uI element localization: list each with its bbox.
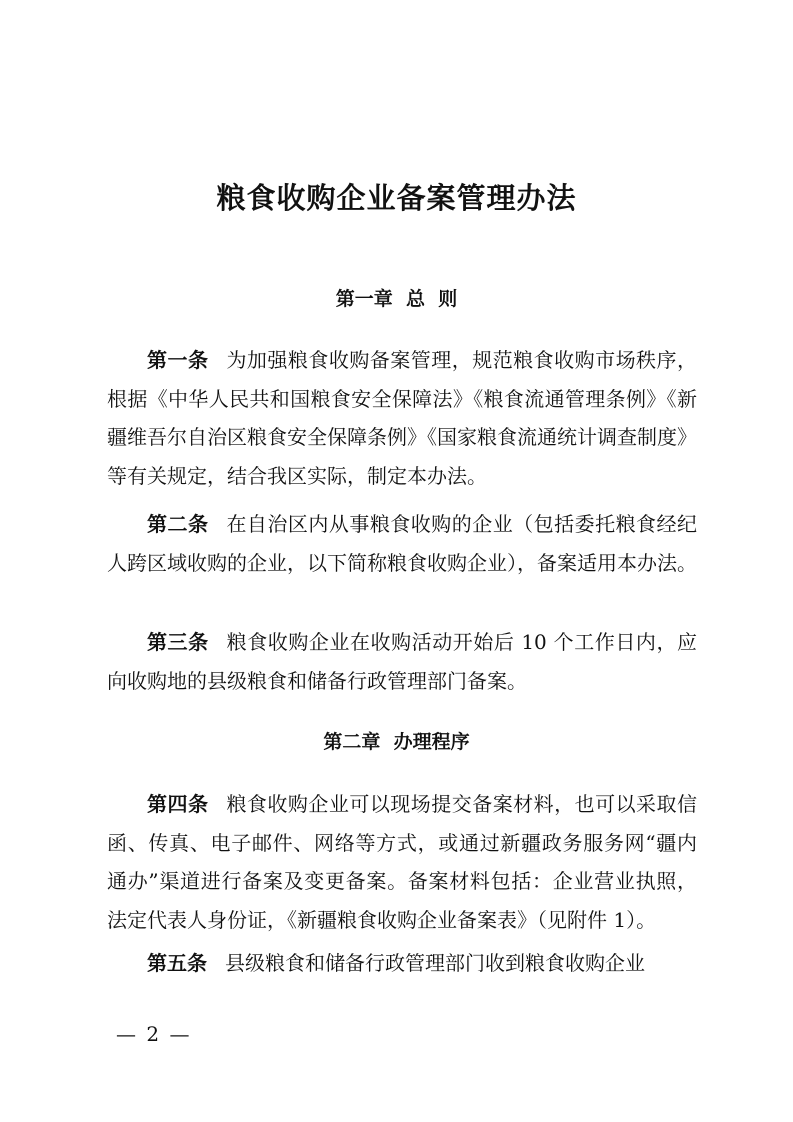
article-label: 第五条 bbox=[147, 951, 207, 975]
document-title: 粮食收购企业备案管理办法 bbox=[216, 181, 577, 215]
chapter-heading-2: 第二章 办理程序 bbox=[323, 731, 470, 753]
article-2 bbox=[107, 505, 697, 582]
article-label: 第三条 bbox=[147, 630, 209, 654]
chapter-heading-1: 第一章 总 则 bbox=[335, 288, 458, 310]
page-number: — 2 — bbox=[116, 1022, 192, 1046]
article-text: 粮食收购企业在收购活动开始后 10 个工作日内，应向收购地的县级粮食和储备行政管理部门备案。 bbox=[107, 630, 698, 693]
article-label: 第一条 bbox=[147, 348, 209, 372]
article-text: 在自治区内从事粮食收购的企业（包括委托粮食经纪人跨区域收购的企业，以下简称粮食收购企业），备案适用本办法。 bbox=[107, 512, 698, 575]
article-text: 为加强粮食收购备案管理，规范粮食收购市场秩序，根据《中华人民共和国粮食安全保障法》《粮食流通管理条例》《新疆维吾尔自治区粮食安全保障条例》《国家粮食流通统计调查制度》等有关规定，结合我区实际，制定本办法。 bbox=[107, 348, 698, 489]
article-label: 第二条 bbox=[147, 512, 209, 536]
article-3 bbox=[107, 623, 697, 700]
article-text: 粮食收购企业可以现场提交备案材料，也可以采取信函、传真、电子邮件、网络等方式，或通过新疆政务服务网“疆内通办”渠道进行备案及变更备案。备案材料包括：企业营业执照，法定代表人身份证，《新疆粮食收购企业备案表》（见附件 1）。 bbox=[107, 792, 698, 933]
article-label: 第四条 bbox=[147, 792, 209, 816]
article-1 bbox=[107, 341, 697, 496]
article-text: 县级粮食和储备行政管理部门收到粮食收购企业 bbox=[225, 951, 645, 975]
article-4 bbox=[107, 785, 697, 940]
article-5 bbox=[107, 944, 697, 983]
